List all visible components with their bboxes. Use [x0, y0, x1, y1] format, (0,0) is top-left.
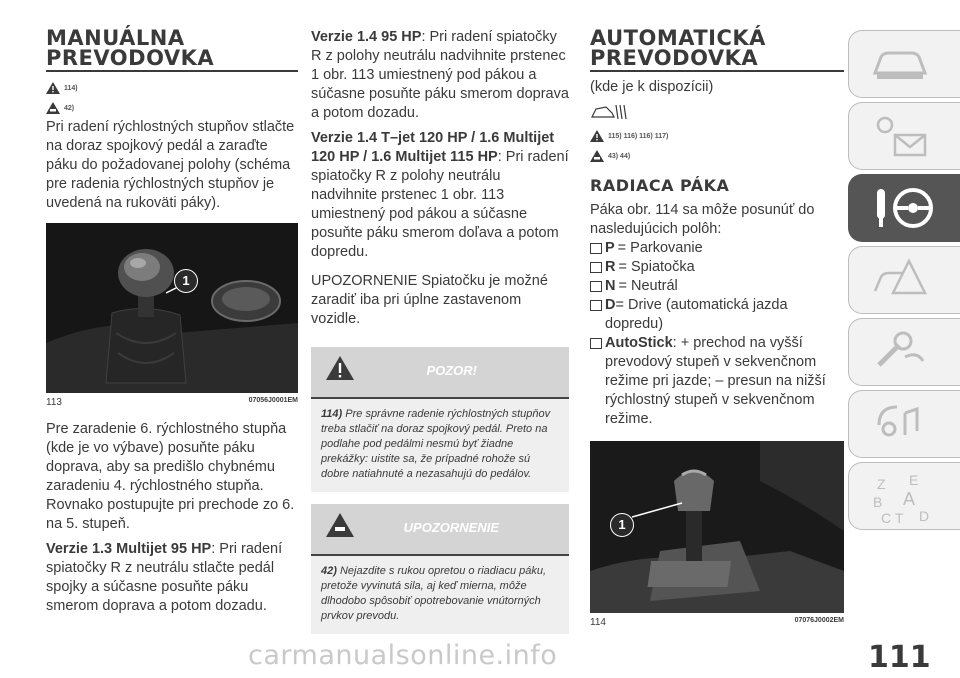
caution-box-text: Nejazdite s rukou opretou o riadiacu páku, pretože vyvinutá sila, aj keď mierna, môže dlhodobo spôsobiť opotrebovanie vnútorných prvkov prevodu. — [321, 565, 547, 622]
position-key: AutoStick — [605, 335, 673, 351]
version-13-label: Verzie 1.3 Multijet 95 HP — [46, 541, 212, 557]
paragraph-version-14t — [311, 129, 569, 262]
figure-number: 113 — [46, 397, 62, 408]
watermark: carmanualsonline.info — [248, 640, 558, 671]
gear-knob-illustration — [46, 223, 298, 393]
figure-caption — [46, 397, 298, 408]
warning-ref-number: 114) — [64, 84, 78, 92]
version-14-label: Verzie 1.4 95 HP — [311, 29, 422, 45]
position-key: N — [605, 278, 616, 294]
position-item — [590, 296, 844, 334]
page-number: 111 — [868, 640, 931, 675]
chapter-tabs — [848, 30, 960, 534]
column-automatic-gearbox — [590, 28, 844, 640]
warning-ref-numbers: 115) 116) 116) 117) — [608, 132, 669, 140]
position-line — [605, 334, 844, 429]
figure-callout-1: 1 — [174, 269, 198, 293]
warning-box-title: POZOR! — [426, 363, 477, 378]
index-letter: C — [881, 510, 892, 526]
caution-car-icon — [46, 102, 60, 114]
caution-ref-number: 42) — [64, 104, 75, 112]
warning-reference — [46, 78, 298, 98]
bullet-square-icon — [590, 281, 602, 292]
position-text: = Spiatočka — [618, 259, 695, 275]
position-key: R — [605, 259, 616, 275]
caution-box-title: UPOZORNENIE — [403, 520, 499, 535]
bullet-square-icon — [590, 243, 602, 254]
key-steering-wheel-icon — [869, 183, 939, 233]
position-text: = Neutrál — [618, 278, 678, 294]
subheading-gear-lever: RADIACA PÁKA — [590, 176, 730, 195]
position-list — [590, 239, 844, 429]
caution-box-number: 42) — [321, 565, 337, 577]
heading-rule — [46, 70, 298, 72]
caution-car-icon — [590, 150, 604, 162]
caution-car-icon — [325, 512, 355, 538]
caution-box-header — [311, 504, 569, 556]
warning-box-header — [311, 347, 569, 399]
warning-box-number: 114) — [321, 408, 343, 420]
paragraph-positions-intro: Páka obr. 114 sa môže posunúť do nasledujúcich polôh: — [590, 202, 815, 237]
version-14-text: : Pri radení spiatočky R z polohy neutrálu nadvihnite prstenec 1 obr. 113 umiestnený pod pákou a súčasne posuňte páku smerom doprava a potom dozadu. — [311, 29, 569, 121]
heading-manual-line2: PREVODOVKA — [46, 46, 215, 70]
heading-automatic-line1: AUTOMATICKÁ — [590, 26, 766, 50]
index-letter: E — [909, 472, 919, 488]
paragraph-version-13 — [46, 540, 298, 616]
index-letter: B — [873, 494, 883, 510]
tab-index[interactable] — [848, 462, 960, 530]
position-item — [590, 239, 844, 258]
index-letter: Z — [877, 476, 886, 492]
position-text: : + prechod na vyšší prevodový stupeň v sekvenčnom režime pri jazde; – presun na nižší rýchlostný stupeň v sekvenčnom režime. — [605, 335, 826, 427]
figure-number: 114 — [590, 617, 606, 628]
index-letter: T — [895, 510, 904, 526]
caution-box-body — [311, 556, 569, 634]
warning-triangle-icon — [325, 355, 355, 381]
car-emergency-icon — [869, 255, 929, 305]
warning-triangle-icon — [590, 130, 604, 142]
figure-code: 07056J0001EM — [248, 397, 298, 404]
tab-warning-lights[interactable] — [848, 102, 960, 170]
tab-dashboard[interactable] — [848, 30, 960, 98]
index-letter: A — [903, 489, 916, 509]
warning-box-text: Pre správne radenie rýchlostných stupňov treba stlačiť na doraz spojkový pedál. Preto na podlahe pod pedálmi nesmú byť žiadne prekážky: uistite sa, že prípadné rohože sú dobre natiahnuté a nezasahujú do pedálov. — [321, 408, 551, 480]
bullet-square-icon — [590, 300, 602, 311]
index-alphabet-icon — [869, 471, 939, 527]
position-item — [590, 277, 844, 296]
paragraph-shifting: Pri radení rýchlostných stupňov stlačte na doraz spojkový pedál a zaraďte páku do požadovanej polohy (schéma pre radenia rýchlostných stupňov je uvedená na rukoväti páky). — [46, 119, 295, 211]
figure-automatic-lever — [590, 441, 844, 613]
figure-gear-lever — [46, 223, 298, 393]
warning-reference — [590, 126, 844, 146]
caution-reference — [46, 98, 298, 118]
heading-rule — [590, 70, 844, 72]
column-manual-gearbox — [46, 28, 298, 622]
bullet-square-icon — [590, 262, 602, 273]
equipment-car-icon — [590, 103, 630, 121]
tab-multimedia[interactable] — [848, 390, 960, 458]
paragraph-notice: UPOZORNENIE Spiatočku je možné zaradiť iba pri úplne zastavenom vozidle. — [311, 273, 548, 327]
position-key: D — [605, 297, 616, 313]
tab-emergency[interactable] — [848, 246, 960, 314]
position-text: = Drive (automatická jazda dopredu) — [605, 297, 788, 332]
version-14t-label: Verzie 1.4 T–jet 120 HP / 1.6 Multijet 120 HP / 1.6 Multijet 115 HP — [311, 130, 555, 165]
availability-note: (kde je k dispozícii) — [590, 79, 714, 95]
position-item — [590, 334, 844, 429]
warning-triangle-icon — [46, 82, 60, 94]
version-14t-text: : Pri radení spiatočky R z polohy neutrálu nadvihnite prstenec 1 obr. 113 umiestnený pod pákou a súčasne posuňte páku smerom doľava a potom dopredu. — [311, 149, 569, 260]
position-text: = Parkovanie — [617, 240, 703, 256]
version-13-text: : Pri radení spiatočky R z neutrálu stlačte pedál spojky a súčasne posuňte páku smerom doprava a potom dozadu. — [46, 541, 283, 614]
paragraph-sixth-gear: Pre zaradenie 6. rýchlostného stupňa (kde je vo výbave) posuňte páku doprava, aby sa predišlo chybnému zaradeniu 4. rýchlostného stupňa. Rovnako postupujte pri prechode zo 6. na 5. stupeň. — [46, 421, 295, 532]
position-item — [590, 258, 844, 277]
index-letter: D — [919, 508, 930, 524]
figure-caption — [590, 617, 844, 628]
caution-ref-numbers: 43) 44) — [608, 152, 631, 160]
paragraph-version-14 — [311, 28, 569, 123]
position-key: P — [605, 240, 615, 256]
bullet-square-icon — [590, 338, 602, 349]
caution-reference — [590, 146, 844, 166]
heading-manual-line1: MANUÁLNA — [46, 26, 185, 50]
warning-lights-icon — [869, 111, 929, 161]
tab-maintenance[interactable] — [848, 318, 960, 386]
column-reverse-gear — [311, 28, 569, 634]
wrench-service-icon — [869, 327, 929, 377]
multimedia-icon — [869, 399, 929, 449]
tab-starting-driving[interactable] — [848, 174, 960, 242]
position-line — [605, 296, 844, 334]
car-dashboard-icon — [869, 39, 929, 85]
warning-box-body — [311, 399, 569, 492]
figure-callout-1: 1 — [610, 513, 634, 537]
figure-code: 07076J0002EM — [794, 617, 844, 624]
heading-automatic-line2: PREVODOVKA — [590, 46, 759, 70]
